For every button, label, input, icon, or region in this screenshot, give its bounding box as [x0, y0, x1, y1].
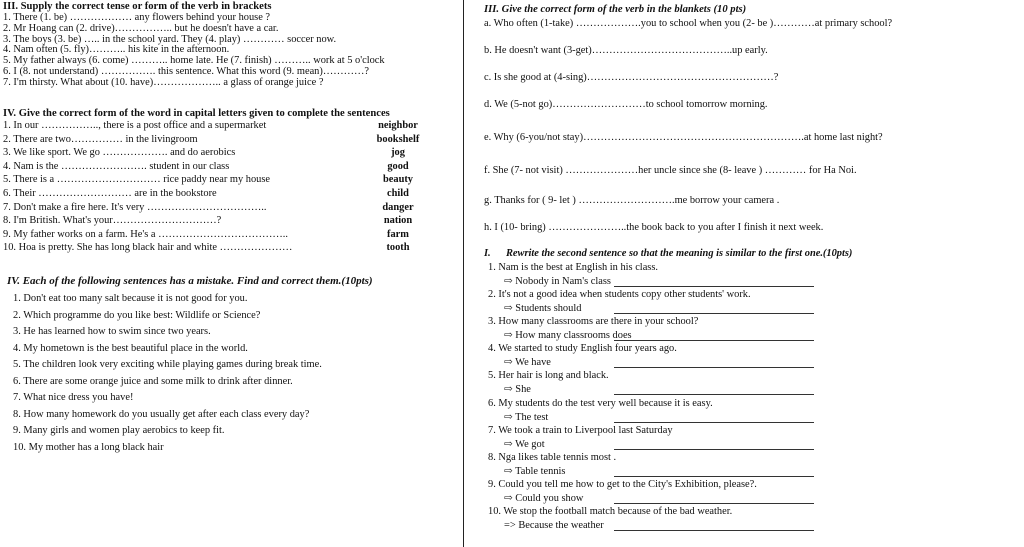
rewrite-prompt [488, 519, 732, 533]
capital-word: farm [387, 228, 409, 240]
verb-blank-sentence: f. She (7- not visit) …………………her uncle since she (8- leave ) ………… for Ha Noi. [484, 165, 857, 176]
word-form-sentence: 1. In our …………….., there is a post office and a supermarket [3, 120, 267, 131]
word-form-sentence: 2. There are two…………… in the livingroom [3, 133, 198, 145]
rewrite-item [488, 315, 698, 342]
section-number: I. [484, 248, 491, 259]
rewrite-prompt-text: ⇨ We got [504, 438, 545, 450]
rewrite-prompt [488, 302, 751, 316]
original-sentence: 8. Nga likes table tennis most . [488, 452, 617, 463]
original-sentence: 10. We stop the football match because of the bad weather. [488, 506, 733, 517]
rewrite-item [488, 424, 673, 451]
verb-blank-sentence: e. Why (6-you/not stay)……………………………………………………….at home last night? [484, 132, 883, 143]
mistake-sentence: 1. Don't eat too many salt because it is not good for you. [13, 293, 248, 304]
original-sentence: 7. We took a train to Liverpool last Saturday [488, 425, 673, 436]
original-sentence: 6. My students do the test very well because it is easy. [488, 398, 713, 409]
section-heading: IV. Give the correct form of the word in capital letters given to complete the sentences [3, 108, 390, 119]
section-heading: III. Supply the correct tense or form of the verb in brackets [3, 1, 272, 12]
word-form-row [3, 120, 458, 134]
word-form-sentence: 4. Nam is the ……………………. student in our class [3, 160, 230, 172]
mistake-sentence: 6. There are some orange juice and some milk to drink after dinner. [13, 375, 293, 387]
rewrite-prompt-text: ⇨ Could you show [504, 492, 584, 504]
capital-word: jog [391, 147, 405, 159]
column-divider [463, 0, 464, 547]
capital-word: neighbor [378, 120, 418, 131]
rewrite-item [488, 451, 616, 478]
word-form-sentence: 3. We like sport. We go ………………. and do aerobics [3, 147, 236, 159]
mistake-sentence: 5. The children look very exciting while playing games during break time. [13, 359, 322, 370]
verb-blank-sentence: h. I (10- bring) …………………..the book back to you after I finish it next week. [484, 222, 824, 233]
rewrite-item [488, 288, 751, 315]
word-form-row [3, 134, 458, 148]
verb-blank-sentence: a. Who often (1-take) ……………….you to school when you (2- be )…………at primary school? [484, 18, 893, 29]
answer-blank[interactable] [614, 340, 814, 341]
original-sentence: 1. Nam is the best at English in his class. [488, 262, 658, 273]
rewrite-item [488, 261, 658, 288]
answer-blank[interactable] [614, 367, 814, 368]
rewrite-item [488, 505, 732, 532]
rewrite-prompt [488, 492, 757, 506]
capital-word: bookshelf [376, 133, 420, 145]
word-form-row [3, 147, 458, 161]
section-verb-tense [3, 1, 385, 89]
section-heading: III. Give the correct form of the verb in the blankets (10 pts) [484, 4, 747, 15]
mistake-sentence: 7. What nice dress you have! [13, 392, 134, 403]
mistake-sentence: 3. He has learned how to swim since two years. [13, 326, 211, 337]
verb-blank-sentence: b. He doesn't want (3-get)…………………………………..up early. [484, 45, 768, 56]
rewrite-prompt-text: ⇨ The test [504, 411, 549, 423]
rewrite-prompt [488, 275, 658, 289]
answer-blank[interactable] [614, 286, 814, 287]
rewrite-prompt-text: => Because the weather [504, 519, 604, 531]
capital-word: beauty [382, 174, 414, 186]
mistake-sentence: 4. My hometown is the best beautiful place in the world. [13, 342, 248, 354]
mistake-sentence: 10. My mother has a long black hair [13, 441, 164, 453]
capital-word: child [387, 187, 409, 199]
answer-blank[interactable] [614, 422, 814, 423]
word-form-sentence: 9. My father works on a farm. He's a ……………………………….. [3, 228, 288, 240]
capital-word: good [387, 160, 409, 172]
word-form-sentence: 7. Don't make a fire here. It's very …………………………….. [3, 201, 267, 213]
section-heading-text: Rewrite the second sentence so that the meaning is similar to the first one.(10pts) [506, 248, 853, 259]
rewrite-prompt-text: ⇨ Nobody in Nam's class [504, 275, 611, 287]
capital-word: danger [382, 201, 414, 213]
section-find-mistake [7, 264, 373, 456]
answer-blank[interactable] [614, 313, 814, 314]
mistake-sentence: 8. How many homework do you usually get after each class every day? [13, 408, 310, 420]
rewrite-item [488, 397, 713, 424]
original-sentence: 9. Could you tell me how to get to the City's Exhibition, please?. [488, 479, 757, 490]
mistake-sentence: 2. Which programme do you like best: Wildlife or Science? [13, 309, 261, 321]
rewrite-prompt-text: ⇨ Students should [504, 302, 582, 314]
rewrite-prompt [488, 383, 609, 397]
exercise-line: 3. The boys (3. be) ….. in the school yard. They (4. play) ………… soccer now. [3, 33, 337, 45]
verb-blank-sentence: c. Is she good at (4-sing)………………………………………………? [484, 72, 779, 83]
original-sentence: 5. Her hair is long and black. [488, 370, 609, 381]
rewrite-item [488, 369, 609, 396]
verb-blank-sentence: d. We (5-not go)………………………to school tomorrow morning. [484, 99, 768, 110]
verb-blank-sentence: g. Thanks for ( 9- let ) ……………………….me borrow your camera . [484, 195, 780, 206]
word-form-sentence: 5. There is a ………………………… rice paddy near my house [3, 174, 271, 186]
exercise-line: 1. There (1. be) ……………… any flowers behind your house ? [3, 12, 271, 23]
answer-blank[interactable] [614, 476, 814, 477]
rewrite-item [488, 342, 677, 369]
rewrite-prompt [488, 411, 713, 425]
exercise-line: 5. My father always (6. come) ……….. home late. He (7. finish) ……….. work at 5 o'clock [3, 55, 385, 67]
capital-word: tooth [386, 242, 410, 254]
word-form-sentence: 6. Their ……………………… are in the bookstore [3, 187, 217, 199]
exercise-line: 6. I (8. not understand) ……………. this sentence. What this word (9. mean)…………? [3, 65, 370, 77]
word-form-row [3, 242, 458, 256]
section-heading: IV. Each of the following sentences has a mistake. Find and correct them.(10pts) [7, 275, 373, 287]
rewrite-prompt [488, 465, 616, 479]
rewrite-prompt-text: ⇨ She [504, 383, 531, 395]
original-sentence: 4. We started to study English four years ago. [488, 343, 677, 354]
word-form-row [3, 202, 458, 216]
section-heading [484, 248, 852, 260]
exercise-line: 4. Nam often (5. fly)……….. his kite in the afternoon. [3, 44, 230, 56]
rewrite-prompt [488, 438, 673, 452]
word-form-row [3, 215, 458, 229]
exercise-line: 2. Mr Hoang can (2. drive)…………….. but he doesn't have a car. [3, 22, 279, 34]
word-form-row [3, 174, 458, 188]
word-form-row [3, 161, 458, 175]
word-form-sentence: 10. Hoa is pretty. She has long black hair and white ………………… [3, 242, 293, 254]
mistake-sentence: 9. Many girls and women play aerobics to keep fit. [13, 425, 225, 436]
rewrite-item [488, 478, 757, 505]
original-sentence: 3. How many classrooms are there in your school? [488, 316, 699, 327]
rewrite-prompt-text: ⇨ How many classrooms does [504, 329, 632, 341]
rewrite-prompt-text: ⇨ We have [504, 356, 551, 368]
answer-blank[interactable] [614, 394, 814, 395]
word-form-sentence: 8. I'm British. What's your…………………………? [3, 215, 222, 227]
rewrite-prompt [488, 356, 677, 370]
answer-blank[interactable] [614, 530, 814, 531]
rewrite-prompt-text: ⇨ Table tennis [504, 465, 566, 477]
word-form-row [3, 188, 458, 202]
word-form-row [3, 229, 458, 243]
capital-word: nation [383, 215, 413, 227]
answer-blank[interactable] [614, 449, 814, 450]
exercise-line: 7. I'm thirsty. What about (10. have)……………….. a glass of orange juice ? [3, 76, 324, 88]
section-word-form [3, 108, 458, 256]
rewrite-prompt [488, 329, 698, 343]
original-sentence: 2. It's not a good idea when students copy other students' work. [488, 289, 751, 300]
answer-blank[interactable] [614, 503, 814, 504]
